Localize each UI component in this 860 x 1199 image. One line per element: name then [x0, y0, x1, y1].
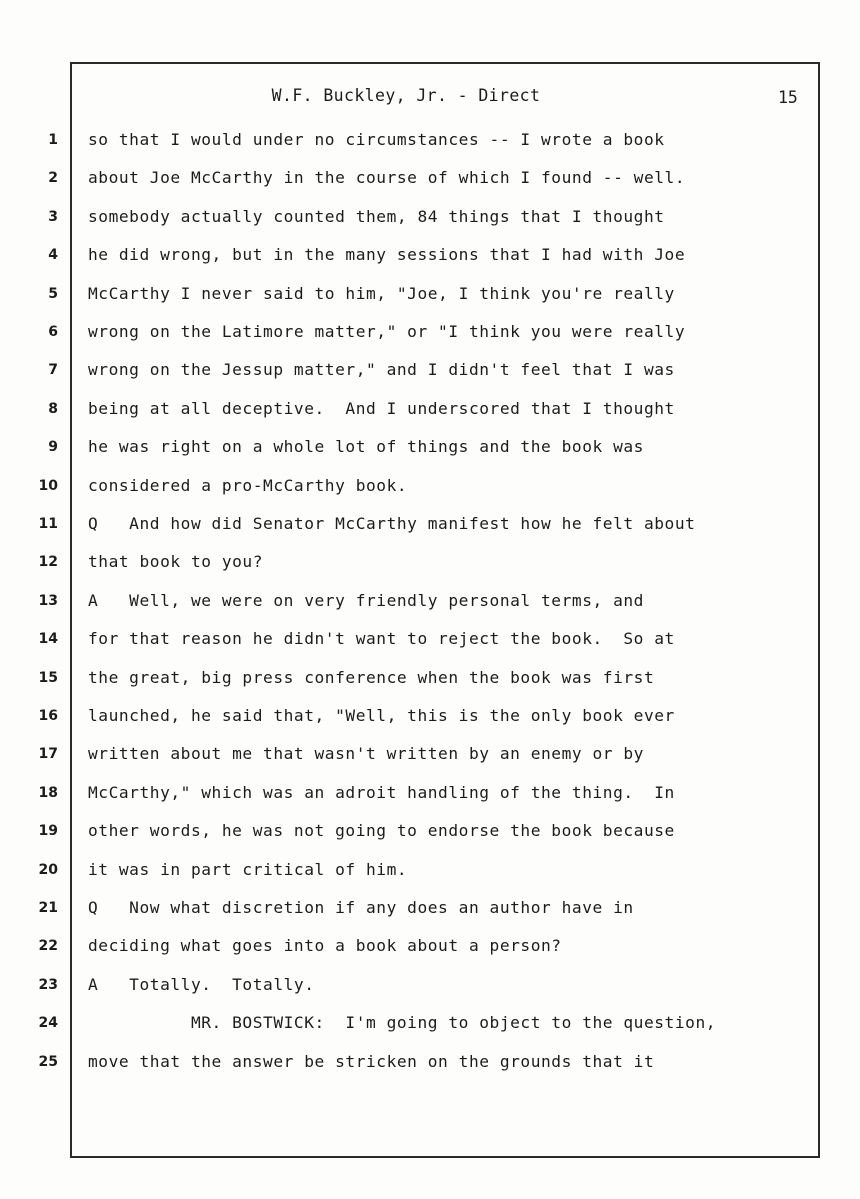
line-number: 19: [38, 823, 58, 840]
line-number: 4: [48, 247, 58, 264]
transcript-line: [0, 1052, 860, 1076]
line-number: 6: [48, 324, 58, 340]
line-text: deciding what goes into a book about a person?: [88, 936, 562, 956]
transcript-line: [0, 744, 860, 768]
line-text: McCarthy I never said to him, "Joe, I think you're really: [88, 283, 675, 303]
line-number: 10: [38, 477, 58, 494]
transcript-line: [0, 437, 860, 461]
transcript-line: [0, 975, 860, 999]
line-number: 8: [48, 400, 58, 417]
transcript-line: [0, 207, 860, 231]
transcript-line: [0, 552, 860, 576]
line-number: 18: [38, 784, 58, 801]
line-text: launched, he said that, "Well, this is the only book ever: [88, 706, 675, 725]
transcript-line: [0, 821, 860, 845]
line-text: considered a pro-McCarthy book.: [88, 475, 408, 495]
transcript-line: [0, 783, 860, 807]
transcript-line: [0, 399, 860, 423]
line-text: Q And how did Senator McCarthy manifest how he felt about: [88, 514, 696, 533]
line-text: he was right on a whole lot of things and the book was: [88, 437, 644, 457]
line-number: 7: [48, 362, 58, 379]
line-number: 22: [38, 938, 58, 955]
line-text: about Joe McCarthy in the course of which I found -- well.: [88, 168, 686, 188]
line-text: MR. BOSTWICK: I'm going to object to the question,: [88, 1013, 717, 1033]
line-number: 2: [48, 170, 58, 187]
line-number: 25: [38, 1053, 58, 1070]
line-number: 16: [38, 708, 58, 724]
line-number: 13: [38, 592, 58, 609]
line-text: he did wrong, but in the many sessions that I had with Joe: [88, 245, 686, 265]
line-number: 11: [38, 516, 58, 532]
transcript-line: [0, 1013, 860, 1037]
line-text: wrong on the Jessup matter," and I didn't feel that I was: [88, 360, 675, 380]
line-text: somebody actually counted them, 84 things that I thought: [88, 206, 665, 226]
transcript-line: [0, 284, 860, 308]
line-text: that book to you?: [88, 552, 264, 572]
line-number: 21: [38, 900, 58, 916]
line-text: A Well, we were on very friendly personal terms, and: [88, 590, 644, 610]
line-text: being at all deceptive. And I underscored that I thought: [88, 398, 675, 418]
line-number: 12: [38, 554, 58, 571]
transcript-line: [0, 360, 860, 384]
line-number: 5: [48, 285, 58, 302]
line-text: Q Now what discretion if any does an author have in: [88, 898, 634, 917]
line-text: so that I would under no circumstances -- I wrote a book: [88, 130, 665, 149]
line-text: for that reason he didn't want to reject the book. So at: [88, 629, 675, 649]
line-number: 3: [48, 208, 58, 225]
line-number: 14: [38, 631, 58, 648]
transcript-line: [0, 860, 860, 884]
line-number: 9: [48, 439, 58, 456]
line-number: 20: [38, 861, 58, 878]
transcript-line: [0, 168, 860, 192]
page-number: 15: [778, 88, 798, 107]
line-number: 17: [38, 746, 58, 763]
line-text: the great, big press conference when the book was first: [88, 667, 655, 687]
page-header-title: W.F. Buckley, Jr. - Direct: [271, 86, 541, 105]
transcript-line: [0, 514, 860, 538]
line-text: move that the answer be stricken on the grounds that it: [88, 1051, 655, 1071]
transcript-line: [0, 668, 860, 692]
transcript-line: [0, 706, 860, 730]
line-text: McCarthy," which was an adroit handling of the thing. In: [88, 782, 675, 802]
transcript-line: [0, 629, 860, 653]
line-text: other words, he was not going to endorse the book because: [88, 821, 675, 841]
transcript-line: [0, 130, 860, 154]
line-text: it was in part critical of him.: [88, 859, 408, 879]
transcript-line: [0, 591, 860, 615]
line-number: 23: [38, 976, 58, 993]
line-text: A Totally. Totally.: [88, 974, 315, 994]
transcript-line: [0, 476, 860, 500]
line-number: 15: [38, 669, 58, 686]
transcript-line: [0, 245, 860, 269]
line-number: 1: [48, 132, 58, 148]
transcript-line: [0, 898, 860, 922]
transcript-line: [0, 936, 860, 960]
line-text: wrong on the Latimore matter," or "I think you were really: [88, 322, 686, 341]
line-number: 24: [38, 1015, 58, 1032]
line-text: written about me that wasn't written by an enemy or by: [88, 744, 644, 764]
transcript-line: [0, 322, 860, 346]
